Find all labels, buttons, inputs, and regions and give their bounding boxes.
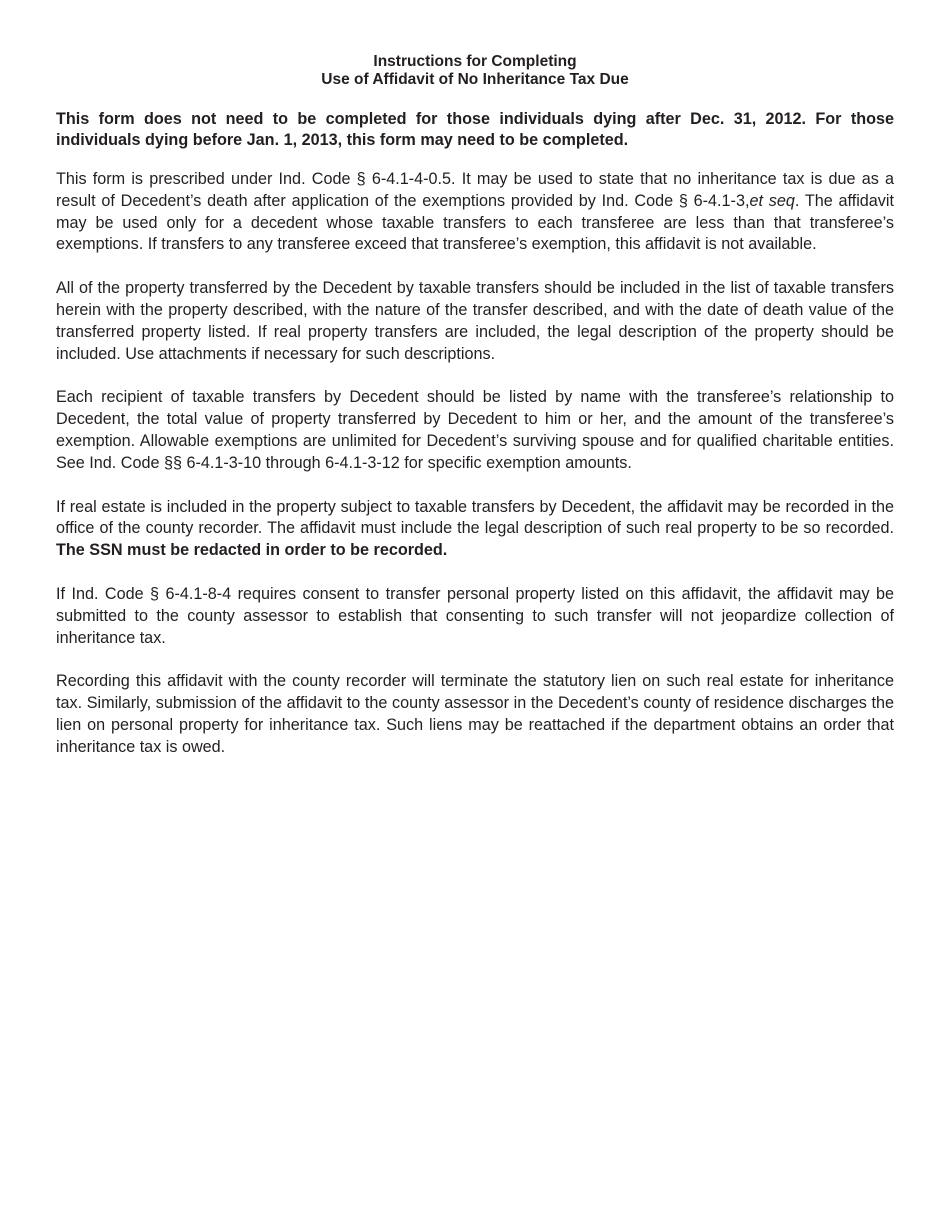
paragraph-form-purpose-text-2: . The affidavit may be used only for a decedent whose taxable transfers to each transferee are less than that transferee’s exemptions. If transfers to any transferee exceed that transferee’s exemption, this affidavit is not available. xyxy=(56,191,894,254)
page-title xyxy=(56,53,894,89)
paragraph-real-estate-text: If real estate is included in the property subject to taxable transfers by Decedent, the affidavit may be recorded in the office of the county recorder. The affidavit must include the legal description of such real property to be so recorded. xyxy=(56,497,894,538)
paragraph-lien-termination: Recording this affidavit with the county recorder will terminate the statutory lien on such real estate for inheritance tax. Similarly, submission of the affidavit to the county assessor in the Decedent’s county of residence discharges the lien on personal property for inheritance tax. Such liens may be reattached if the department obtains an order that inheritance tax is owed. xyxy=(56,672,894,756)
paragraph-property-listing: All of the property transferred by the Decedent by taxable transfers should be included in the list of taxable transfers herein with the property described, with the nature of the transfer described, and with the date of death value of the transferred property listed. If real property transfers are included, the legal description of the property should be included. Use attachments if necessary for such descriptions. xyxy=(56,279,894,363)
paragraph-form-purpose xyxy=(56,169,894,256)
title-line-2: Use of Affidavit of No Inheritance Tax Due xyxy=(321,71,629,88)
paragraph-real-estate-recording xyxy=(56,497,894,562)
paragraph-personal-property-consent: If Ind. Code § 6-4.1-8-4 requires consent to transfer personal property listed on this affidavit, the affidavit may be submitted to the county assessor to establish that consenting to such transfer will not jeopardize collection of inheritance tax. xyxy=(56,584,894,647)
paragraph-form-purpose-text-1: This form is prescribed under Ind. Code § 6-4.1-4-0.5. It may be used to state that no inheritance tax is due as a result of Decedent’s death after application of the exemptions provided by Ind. Code § 6-4.1-3, xyxy=(56,170,894,210)
et-seq-italic: et seq xyxy=(749,191,795,210)
paragraph-recipients: Each recipient of taxable transfers by Decedent should be listed by name with the transferee’s relationship to Decedent, the total value of property transferred by Decedent to him or her, and the amount of the transferee’s exemption. Allowable exemptions are unlimited for Decedent’s surviving spouse and for qualified charitable entities. See Ind. Code §§ 6-4.1-3-10 through 6-4.1-3-12 for specific exemption amounts. xyxy=(56,388,894,472)
title-line-1: Instructions for Completing xyxy=(373,53,577,70)
ssn-redaction-notice: The SSN must be redacted in order to be recorded. xyxy=(56,541,448,560)
applicability-notice: This form does not need to be completed for those individuals dying after Dec. 31, 2012. For those individuals dying before Jan. 1, 2013, this form may need to be completed. xyxy=(56,110,894,149)
instructions-page xyxy=(56,53,894,781)
